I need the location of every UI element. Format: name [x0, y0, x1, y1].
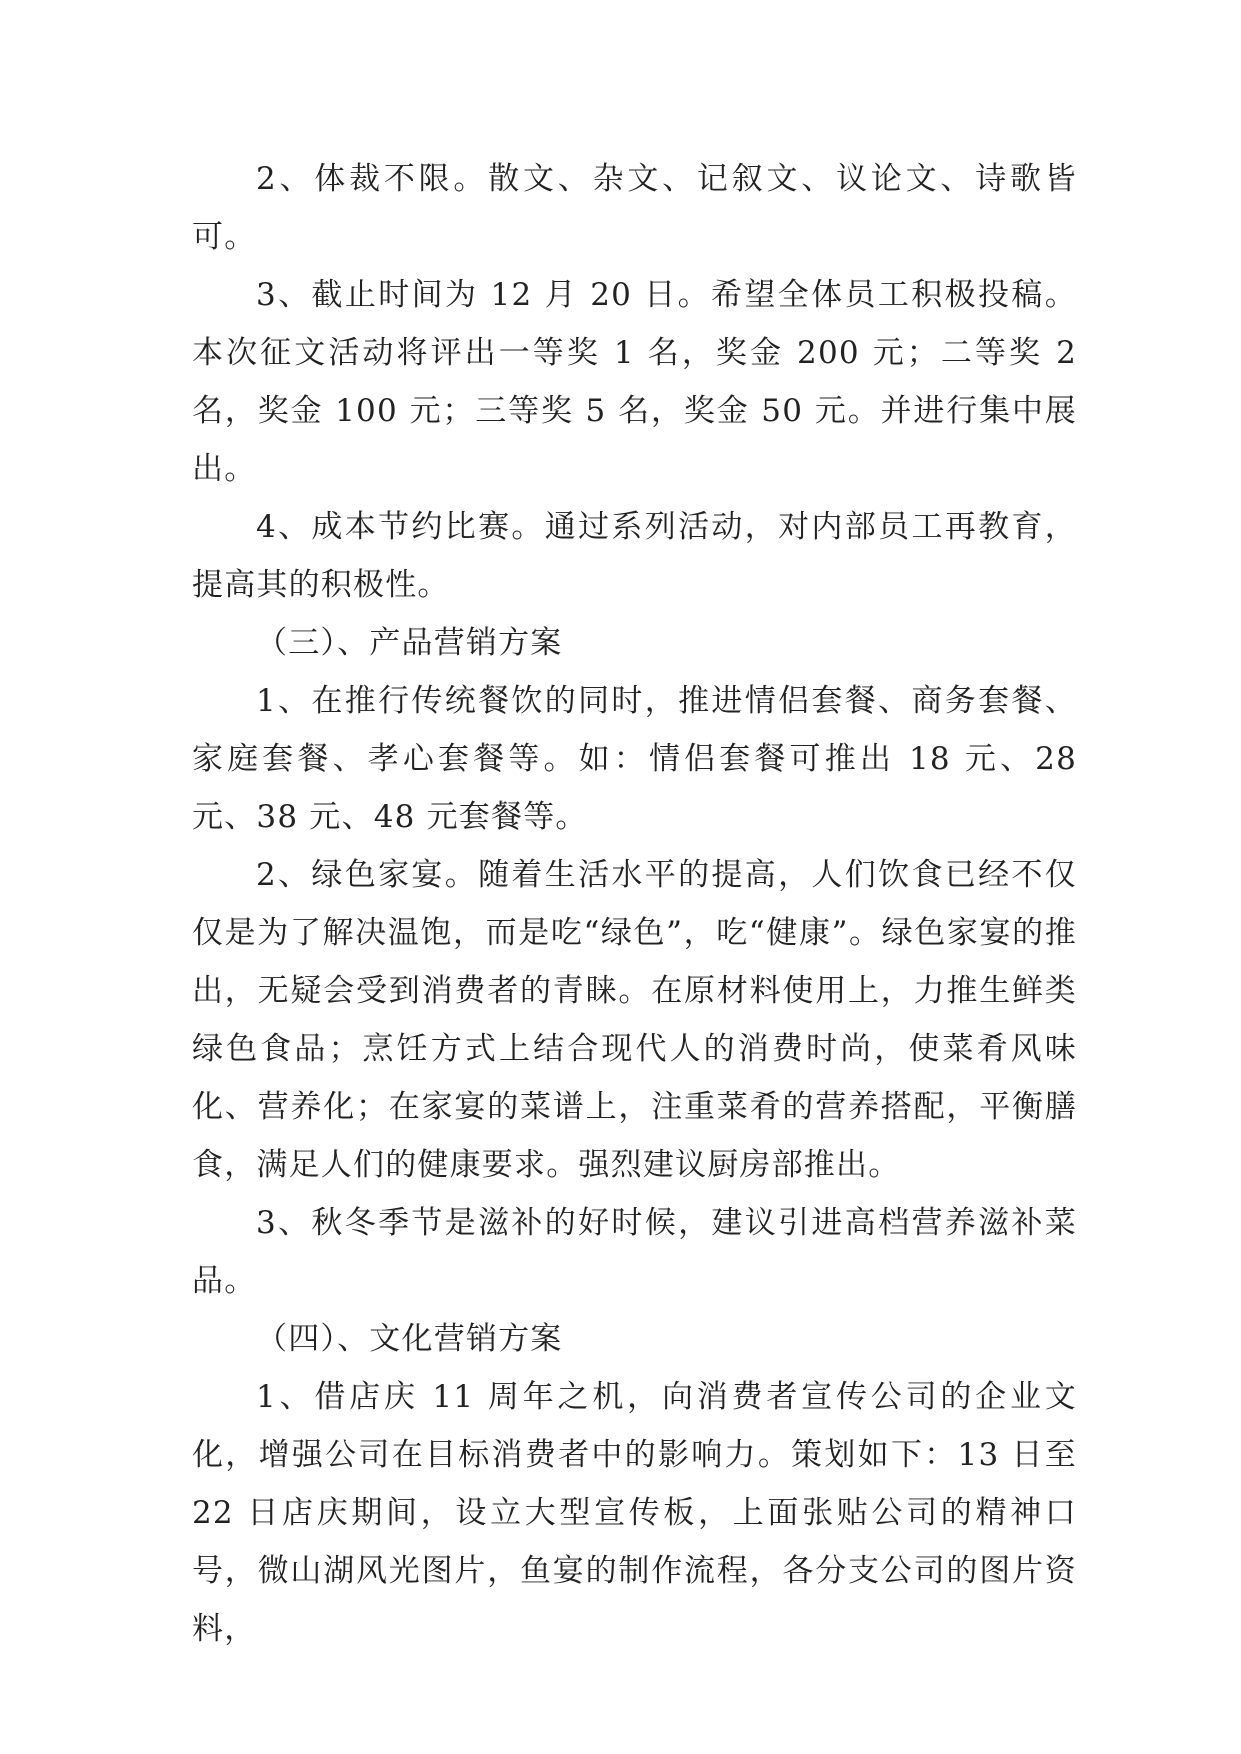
paragraph-entry-rule-2: 2、体裁不限。散文、杂文、记叙文、议论文、诗歌皆可。 [192, 161, 1077, 255]
section-heading-culture-marketing: （四）、文化营销方案 [256, 1321, 563, 1357]
paragraph-set-meals: 1、在推行传统餐饮的同时，推进情侣套餐、商务套餐、家庭套餐、孝心套餐等。如：情侣套餐可推出 18 元、28 元、38 元、48 元套餐等。 [192, 683, 1077, 835]
document-page [192, 150, 1077, 1658]
paragraph-cost-saving-contest: 4、成本节约比赛。通过系列活动，对内部员工再教育，提高其的积极性。 [192, 509, 1077, 603]
paragraph-anniversary-promotion: 1、借店庆 11 周年之机，向消费者宣传公司的企业文化，增强公司在目标消费者中的影响力。策划如下：13 日至 22 日店庆期间，设立大型宣传板，上面张贴公司的精神口号，微山湖风光图片，鱼宴的制作流程，各分支公司的图片资料， [192, 1379, 1077, 1647]
section-heading-product-marketing: （三）、产品营销方案 [256, 625, 563, 661]
paragraph-deadline-awards: 3、截止时间为 12 月 20 日。希望全体员工积极投稿。本次征文活动将评出一等奖 1 名，奖金 200 元；二等奖 2 名，奖金 100 元；三等奖 5 名，奖金 50 元。并进行集中展出。 [192, 277, 1077, 487]
paragraph-green-banquet: 2、绿色家宴。随着生活水平的提高，人们饮食已经不仅仅是为了解决温饱，而是吃“绿色”，吃“健康”。绿色家宴的推出，无疑会受到消费者的青睐。在原材料使用上，力推生鲜类绿色食品；烹饪方式上结合现代人的消费时尚，使菜肴风味化、营养化；在家宴的菜谱上，注重菜肴的营养搭配，平衡膳食，满足人们的健康要求。强烈建议厨房部推出。 [192, 857, 1077, 1183]
paragraph-autumn-winter-tonic: 3、秋冬季节是滋补的好时候，建议引进高档营养滋补菜品。 [192, 1205, 1077, 1299]
